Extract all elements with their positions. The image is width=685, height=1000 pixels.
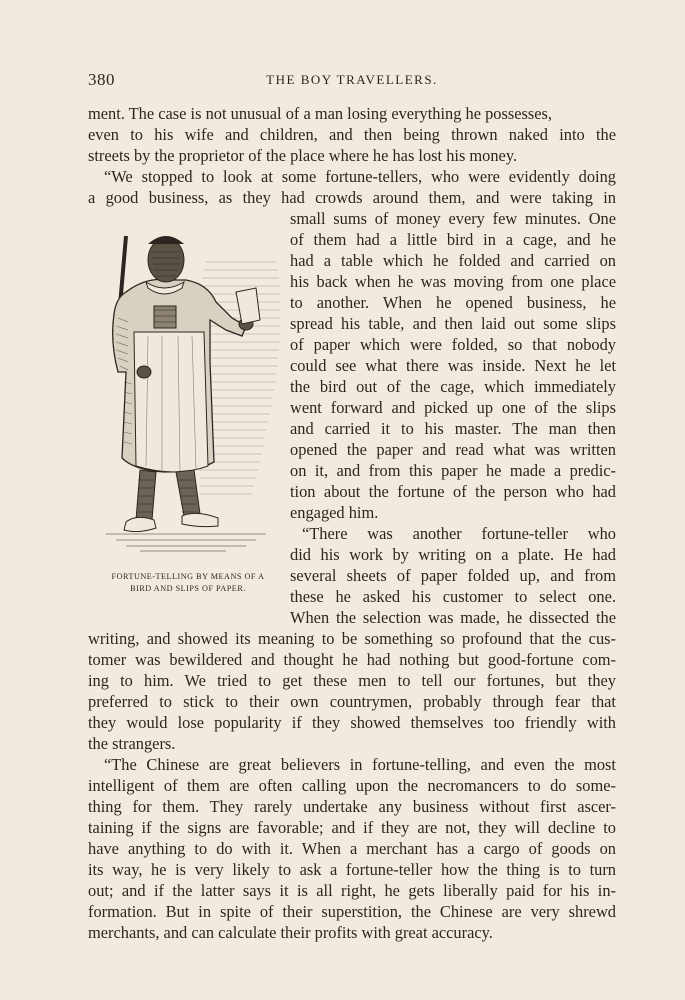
body-line: small sums of money every few minutes. One [290, 209, 616, 228]
body-line: When the selection was made, he dissected the [290, 608, 616, 627]
caption-line: BIRD AND SLIPS OF PAPER. [130, 584, 246, 593]
body-line: even to his wife and children, and then being thrown naked into the [88, 125, 616, 144]
body-line: did his work by writing on a plate. He had [290, 545, 616, 564]
body-line: the bird out of the cage, which immediately [290, 377, 616, 396]
body-line: they would lose popularity if they showed themselves too friendly with [88, 713, 616, 732]
body-line: his back when he was moving from one place [290, 272, 616, 291]
figure-caption [88, 571, 288, 595]
body-line: of them had a little bird in a cage, and he [290, 230, 616, 249]
body-line: streets by the proprietor of the place where he has lost his money. [88, 146, 518, 165]
fortune-teller-illustration [96, 222, 282, 562]
body-line: its way, he is very likely to ask a fortune-teller how the thing is to turn [88, 860, 616, 879]
body-line: these he asked his customer to select one. [290, 587, 616, 606]
body-line: had a table which he folded and carried on [290, 251, 616, 270]
body-line: a good business, as they had crowds around them, and were taking in [88, 188, 616, 207]
body-line: thing for them. They rarely undertake any business without first ascer- [88, 797, 616, 816]
body-line: taining if the signs are favorable; and if they are not, they will decline to [88, 818, 616, 837]
body-line: preferred to stick to their own countrymen, probably through fear that [88, 692, 616, 711]
body-line: ment. The case is not unusual of a man losing everything he possesses, [88, 104, 553, 123]
body-line: engaged him. [290, 503, 379, 522]
page-number: 380 [88, 70, 115, 89]
body-line: spread his table, and then laid out some slips [290, 314, 616, 333]
body-line: merchants, and can calculate their profits with great accuracy. [88, 923, 493, 942]
body-line: and carried it to his master. The man then [290, 419, 616, 438]
body-line: formation. But in spite of their superstition, the Chinese are very shrewd [88, 902, 616, 921]
body-line: tion about the fortune of the person who had [290, 482, 616, 501]
body-line: ing to him. We tried to get these men to tell our fortunes, but they [88, 671, 616, 690]
body-line: several sheets of paper folded up, and from [290, 566, 616, 585]
body-line: out; and if the latter says it is all right, he gets liberally paid for his in- [88, 881, 616, 900]
body-line: “We stopped to look at some fortune-tellers, who were evidently doing [104, 167, 616, 186]
body-line: of paper which were folded, so that nobody [290, 335, 616, 354]
body-line: tomer was bewildered and thought he had nothing but good-fortune com- [88, 650, 616, 669]
body-line: went forward and picked up one of the slips [290, 398, 616, 417]
caption-line: FORTUNE-TELLING BY MEANS OF A [111, 572, 265, 581]
body-line: the strangers. [88, 734, 176, 753]
body-line: writing, and showed its meaning to be something so profound that the cus- [88, 629, 616, 648]
body-line: opened the paper and read what was written [290, 440, 616, 459]
body-line: have anything to do with it. When a merchant has a cargo of goods on [88, 839, 616, 858]
page-header [88, 70, 616, 92]
body-line: to another. When he opened business, he [290, 293, 616, 312]
body-line: could see what there was inside. Next he let [290, 356, 616, 375]
body-line: intelligent of them are often calling upon the necromancers to do some- [88, 776, 616, 795]
body-line: “There was another fortune-teller who [302, 524, 616, 543]
body-line: on it, and from this paper he made a predic- [290, 461, 616, 480]
body-line: “The Chinese are great believers in fortune-telling, and even the most [104, 755, 616, 774]
running-title: THE BOY TRAVELLERS. [266, 72, 438, 87]
